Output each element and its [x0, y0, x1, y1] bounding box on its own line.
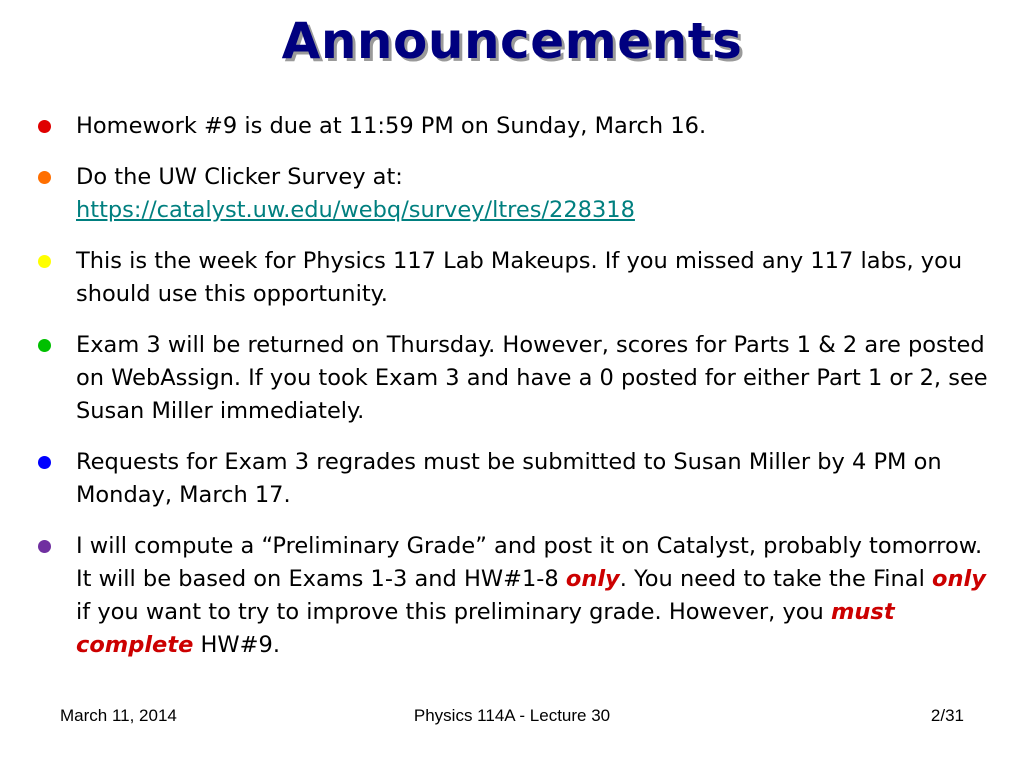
- survey-link[interactable]: https://catalyst.uw.edu/webq/survey/ltres/228318: [76, 197, 635, 223]
- bullet-item: [38, 161, 998, 227]
- bullet-text: Homework #9 is due at 11:59 PM on Sunday, March 16.: [76, 113, 707, 139]
- bullet-item: [38, 245, 998, 311]
- bullet-dot-icon: [38, 120, 51, 133]
- emphasis-must-complete: must complete: [76, 599, 895, 658]
- bullet-dot-icon: [38, 255, 51, 268]
- bullet-item: [38, 446, 998, 512]
- bullet-item: [38, 110, 998, 143]
- bullet-text-part: . You need to take the Final: [619, 566, 932, 592]
- footer-date: March 11, 2014: [60, 706, 177, 725]
- bullet-dot-icon: [38, 339, 51, 352]
- bullet-dot-icon: [38, 540, 51, 553]
- emphasis-only: only: [565, 566, 620, 592]
- bullet-dot-icon: [38, 456, 51, 469]
- bullet-text-part: if you want to try to improve this preliminary grade. However, you: [76, 599, 831, 625]
- bullet-text-part: HW#9.: [193, 632, 280, 658]
- bullet-dot-icon: [38, 171, 51, 184]
- bullet-text: Requests for Exam 3 regrades must be submitted to Susan Miller by 4 PM on Monday, March 17.: [76, 449, 942, 508]
- bullet-text: Do the UW Clicker Survey at:: [76, 164, 403, 190]
- bullet-text: This is the week for Physics 117 Lab Makeups. If you missed any 117 labs, you should use this opportunity.: [76, 248, 963, 307]
- emphasis-only: only: [932, 566, 986, 592]
- bullet-text: Exam 3 will be returned on Thursday. However, scores for Parts 1 & 2 are posted on WebAssign. If you took Exam 3 and have a 0 posted for either Part 1 or 2, see Susan Miller immediately.: [76, 332, 988, 424]
- slide-title: Announcements: [281, 12, 743, 70]
- footer-course: Physics 114A - Lecture 30: [413, 706, 611, 725]
- bullet-item: [38, 329, 998, 428]
- footer-page-number: 2/31: [930, 706, 964, 725]
- bullet-text-part: I will compute a “Preliminary Grade” and post it on Catalyst, probably tomorrow. It will be based on Exams 1-3 and HW#1-8: [76, 533, 983, 592]
- slide-footer: [0, 706, 1024, 730]
- bullet-item: [38, 530, 998, 662]
- announcement-list: [38, 110, 998, 680]
